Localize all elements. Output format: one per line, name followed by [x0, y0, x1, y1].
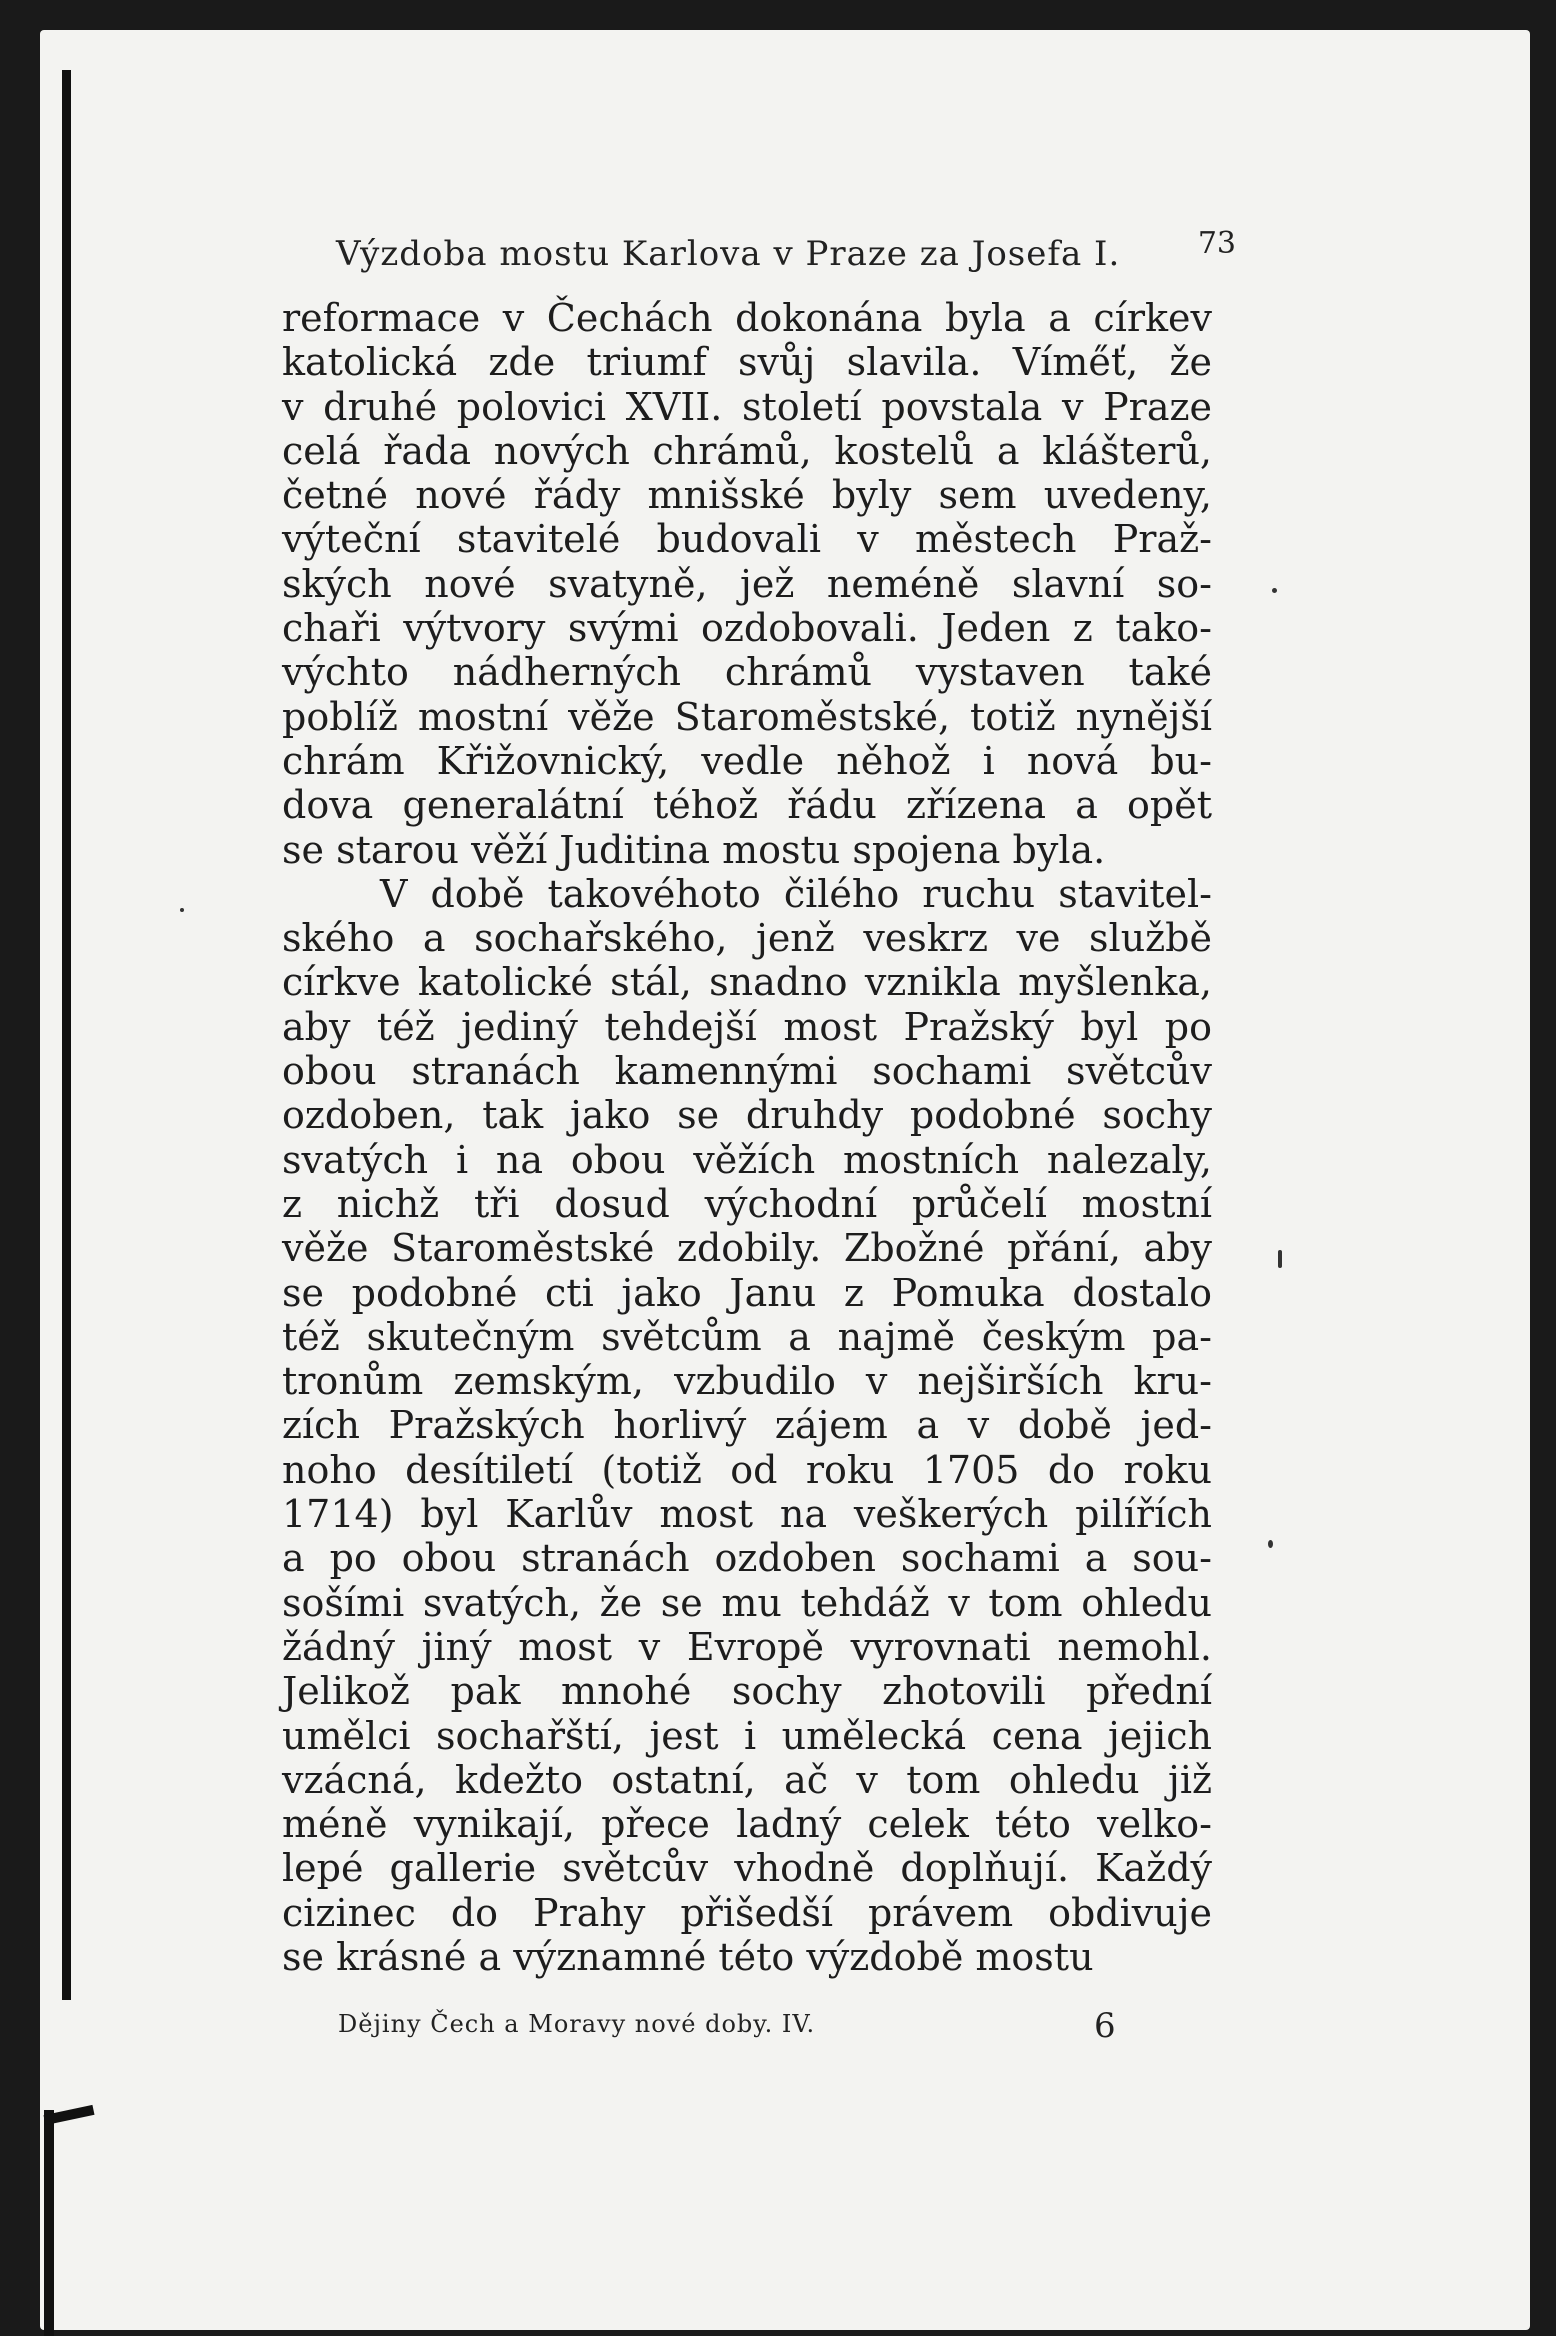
text-line: žádný jiný most v Evropě vyrovnati nemohl.: [282, 1624, 1212, 1669]
text-line: též skutečným světcům a najmě českým pa-: [282, 1314, 1212, 1359]
text-line: výchto nádherných chrámů vystaven také: [282, 650, 1212, 695]
text-line: tronům zemským, vzbudilo v nejširších kru-: [282, 1359, 1212, 1404]
binding-shadow-hook: [44, 2110, 54, 2336]
speck: [180, 908, 184, 912]
page-number: 73: [1197, 226, 1236, 261]
text-line: v druhé polovici XVII. století povstala v Praze: [282, 384, 1212, 429]
text-line: dova generalátní téhož řádu zřízena a opět: [282, 783, 1212, 828]
text-line: věže Staroměstské zdobily. Zbožné přání, aby: [282, 1226, 1212, 1271]
text-line: katolická zde triumf svůj slavila. Víme̋ť, že: [282, 340, 1212, 385]
text-line: lepé gallerie světcův vhodně doplňují. Každý: [282, 1846, 1212, 1891]
text-line: cizinec do Prahy přišedší právem obdivuje: [282, 1890, 1212, 1935]
text-line: zích Pražských horlivý zájem a v době jed-: [282, 1403, 1212, 1448]
text-line: méně vynikají, přece ladný celek této velko-: [282, 1802, 1212, 1847]
speck: [1268, 1540, 1273, 1548]
speck: [1272, 588, 1277, 593]
text-line: V době takovéhoto čilého ruchu stavitel-: [380, 871, 1212, 916]
text-line: vzácná, kdežto ostatní, ač v tom ohledu již: [282, 1757, 1212, 1802]
speck: [1278, 1250, 1282, 1268]
text-line: církve katolické stál, snadno vznikla myšlenka,: [282, 960, 1212, 1005]
running-head: Výzdoba mostu Karlova v Praze za Josefa I.: [336, 234, 1121, 274]
printer-signature: Dějiny Čech a Moravy nové doby. IV.: [338, 2010, 816, 2038]
text-line: noho desítiletí (totiž od roku 1705 do roku: [282, 1447, 1212, 1492]
binding-shadow-line: [62, 70, 71, 2000]
text-line: ských nové svatyně, jež neméně slavní so-: [282, 561, 1212, 606]
text-line: ozdoben, tak jako se druhdy podobné sochy: [282, 1093, 1212, 1138]
text-line: chaři výtvory svými ozdobovali. Jeden z tako-: [282, 606, 1212, 651]
text-line: obou stranách kamennými sochami světcův: [282, 1049, 1212, 1094]
text-line: se podobné cti jako Janu z Pomuka dostalo: [282, 1270, 1212, 1315]
text-line: celá řada nových chrámů, kostelů a klášterů,: [282, 428, 1212, 473]
text-line: a po obou stranách ozdoben sochami a sou-: [282, 1536, 1212, 1581]
text-line: Jelikož pak mnohé sochy zhotovili přední: [282, 1669, 1212, 1714]
page-header: [336, 226, 1256, 276]
text-line: reformace v Čechách dokonána byla a církev: [282, 296, 1212, 340]
text-line: poblíž mostní věže Staroměstské, totiž nynější: [282, 694, 1212, 739]
text-line: z nichž tři dosud východní průčelí mostní: [282, 1181, 1212, 1226]
text-line: výteční stavitelé budovali v městech Praž-: [282, 517, 1212, 562]
text-line: se starou věží Juditina mostu spojena byla.: [282, 827, 1106, 872]
text-line: umělci sochařští, jest i umělecká cena jejich: [282, 1713, 1212, 1758]
page-footer: [338, 2006, 1138, 2046]
text-line: ského a sochařského, jenž veskrz ve službě: [282, 916, 1212, 961]
text-line: svatých i na obou věžích mostních nalezaly,: [282, 1137, 1212, 1182]
text-line: četné nové řády mnišské byly sem uvedeny,: [282, 473, 1212, 518]
text-line: chrám Křižovnický, vedle něhož i nová bu-: [282, 738, 1212, 783]
body-text: [282, 296, 1212, 1979]
sheet-mark: 6: [1094, 2006, 1116, 2046]
text-line: aby též jediný tehdejší most Pražský byl po: [282, 1004, 1212, 1049]
text-line: se krásné a významné této výzdobě mostu: [282, 1934, 1094, 1979]
text-line: sošími svatých, že se mu tehdáž v tom ohledu: [282, 1580, 1212, 1625]
text-line: 1714) byl Karlův most na veškerých pilířích: [282, 1492, 1212, 1537]
